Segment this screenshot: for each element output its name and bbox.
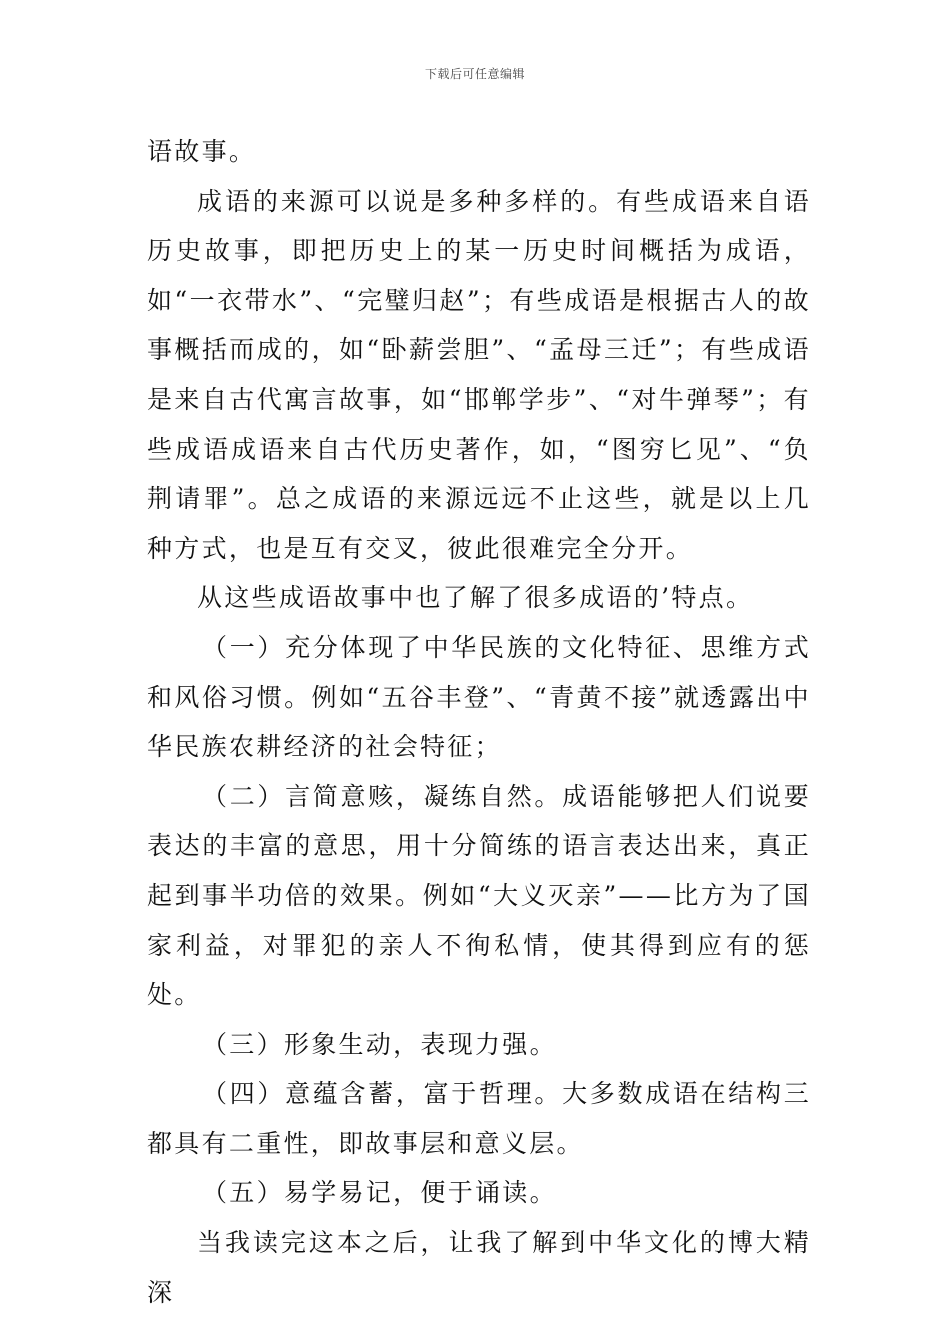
paragraph-idiom-origins: 成语的来源可以说是多种多样的。有些成语来自语历史故事，即把历史上的某一历史时间概括为成语，如“一衣带水”、“完璧归赵”；有些成语是根据古人的故事概括而成的，如“卧薪尝胆”、“孟母三迁”；有些成语是来自古代寓言故事，如“邯郸学步”、“对牛弹琴”；有些成语成语来自古代历史著作，如，“图穷匕见”、“负荆请罪”。总之成语的来源远远不止这些，就是以上几种方式，也是互有交叉，彼此很难完全分开。 [147, 186, 811, 563]
list-item-feature-5: （五）易学易记，便于诵读。 [202, 1178, 557, 1208]
page-header: 下载后可任意编辑 [424, 67, 525, 81]
paragraph-conclusion: 当我读完这本之后，让我了解到中华文化的博大精深 [147, 1228, 811, 1307]
document-body [147, 127, 811, 1317]
paragraph-features-intro: 从这些成语故事中也了解了很多成语的’特点。 [197, 583, 754, 613]
list-item-feature-3: （三）形象生动，表现力强。 [202, 1029, 557, 1059]
paragraph-continuation: 语故事。 [147, 137, 257, 166]
list-item-feature-4: （四）意蕴含蓄，富于哲理。大多数成语在结构三都具有二重性，即故事层和意义层。 [147, 1079, 811, 1158]
list-item-feature-1: （一）充分体现了中华民族的文化特征、思维方式和风俗习惯。例如“五谷丰登”、“青黄不接”就透露出中华民族农耕经济的社会特征； [147, 632, 811, 762]
list-item-feature-2: （二）言简意赅，凝练自然。成语能够把人们说要表达的丰富的意思，用十分简练的语言表达出来，真正起到事半功倍的效果。例如“大义灭亲”——比方为了国家利益，对罪犯的亲人不徇私情，使其得到应有的惩处。 [147, 781, 811, 1010]
